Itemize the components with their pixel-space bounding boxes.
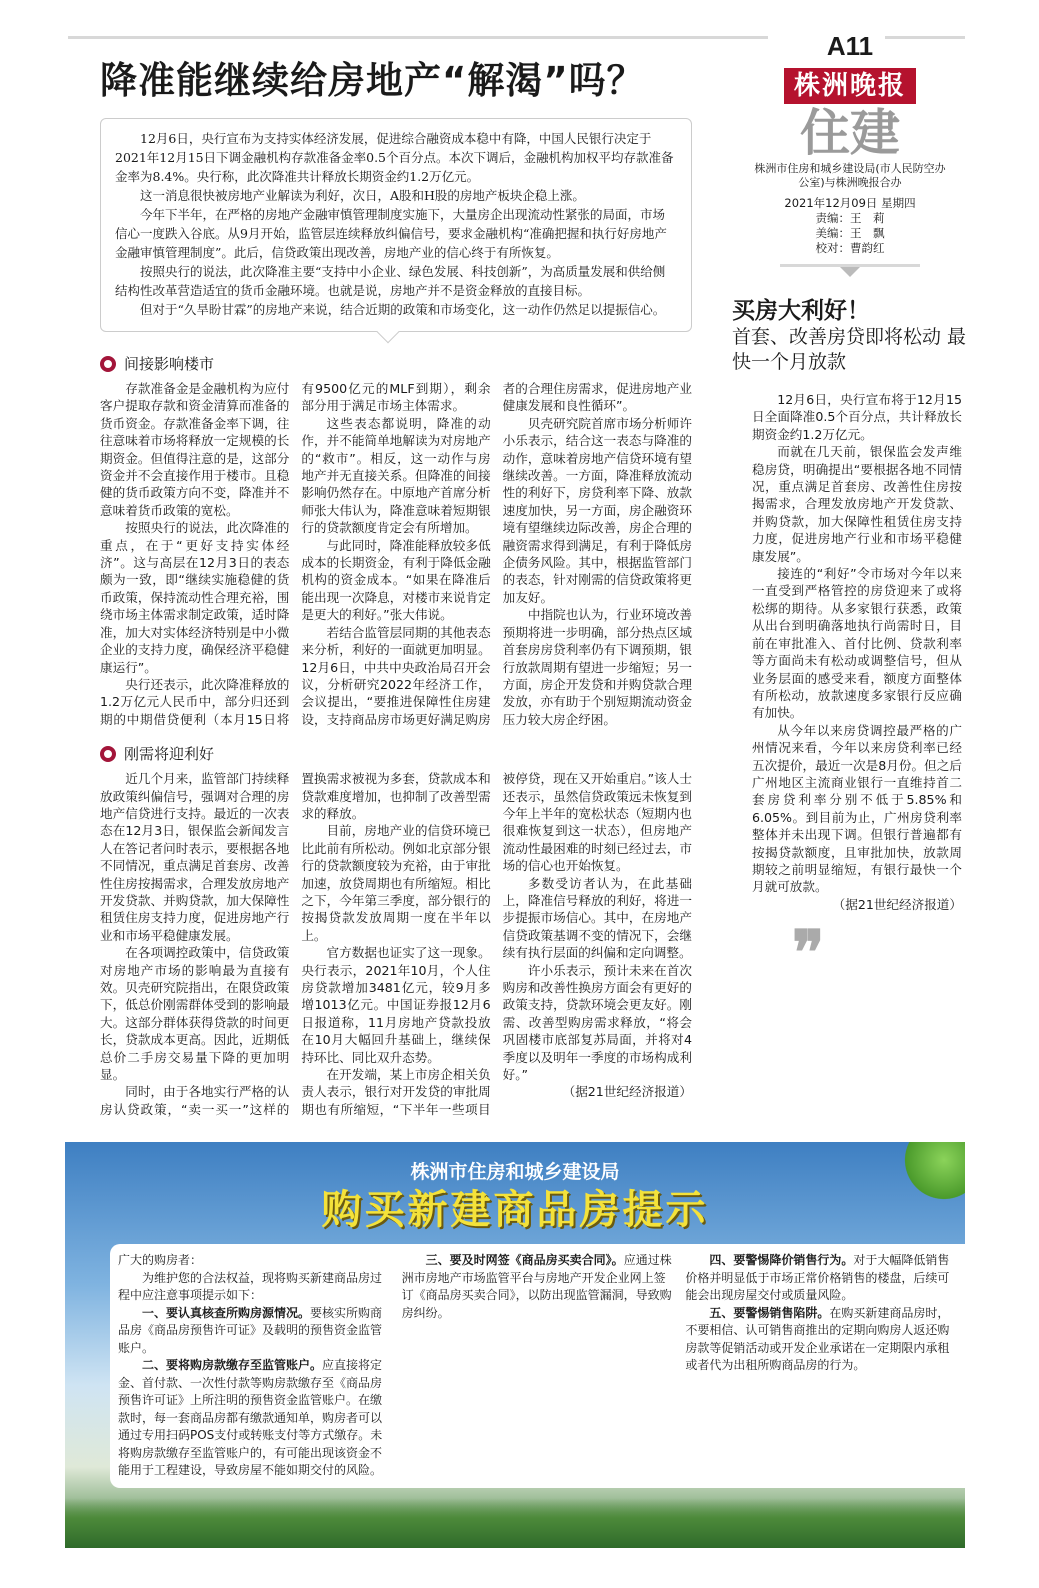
chevron-down-icon [840,267,860,277]
side-subtitle: 首套、改善房贷即将松动 最快一个月放款 [732,326,967,373]
headline: 降准能继续给房地产“解渴”吗？ [100,59,645,102]
item-body: 要核实所购商品房《商品房预售许可证》及载明的预售资金监管账户。 [118,1305,383,1355]
paragraph: 许小乐表示，预计未来在首次购房和改善性换房方面会有更好的政策支持，贷款环境会更友好。刚需、改善型购房需求释放，“将会巩固楼市底部复苏局面，并将对4季度以及明年一季度的市场构成利好。” [502,962,692,1083]
greeting: 广大的购房者： [118,1253,203,1268]
intro-paragraph: 12月6日，央行宣布为支持实体经济发展，促进综合融资成本稳中有降，中国人民银行决定于2021年12月15日下调金融机构存款准备金率0.5个百分点。本次下调后，金融机构加权平均存款准备金率为8.4%。央行称，此次降准共计释放长期资金约1.2万亿元。 [115,131,674,184]
paragraph: 12月6日，央行宣布将于12月15日全面降准0.5个百分点，共计释放长期资金约1.2万亿元。 [752,392,962,442]
section-name: 住建 [800,103,900,162]
paragraph: 近几个月来，监管部门持续释放政策纠偏信号，强调对合理的房地产信贷进行支持。最近的一次表态在12月3日，银保监会新闻发言人在答记者问时表示，要根据各地不同情况，重点满足首套房、改善性住房按揭需求，合理发放房地产开发贷款、并购贷款，加大保障性租赁住房支持力度，促进房地产行业和市场平稳健康发展。 [100,771,290,943]
proofreader: 校对：曹韵红 [815,241,885,255]
section-indirect-impact [100,354,692,728]
notice-item [685,1305,957,1375]
paragraph: 从今年以来房贷调控最严格的广州情况来看，今年以来房贷利率已经五次提价，最近一次是8月份。但之后广州地区主流商业银行一直维持首二套房贷利率分别不低于5.85%和6.05%。到目前为止，广州房贷利率整体并未出现下调。但银行普遍都有按揭贷款额度，且审批加快，放款周期较之前明显缩短，有银行最快一个月就可放款。 [752,722,962,895]
paragraph: 存款准备金是金融机构为应付客户提取存款和资金清算而准备的货币资金。存款准备金率下调，往往意味着市场将释放一定规模的长期资金。但值得注意的是，这部分资金并不会直接作用于楼市。且稳健的货币政策方向不变，降准并不意味着货币政策的宽松。 [100,381,290,518]
newspaper-logo: 株洲晚报 [784,68,916,104]
item-body: 对于大幅降低销售价格并明显低于市场正常价格销售的楼盘，后续可能会出现房屋交付或质量风险。 [685,1253,950,1303]
paragraph: 而就在几天前，银保监会发声维稳房贷，明确提出“要根据各地不同情况，重点满足首套房、改善性住房按揭需求，合理发放房地产开发贷款、并购贷款，加大保障性租赁住房支持力度，促进房地产行业和市场平稳健康发展”。 [752,444,962,564]
paragraph: 按照央行的说法，此次降准的重点，在于“更好支持实体经济”。这与高层在12月3日的表态颇为一致，即“继续实施稳健的货币政策，保持流动性合理充裕，围绕市场主体需求制定政策，适时降准，加大对实体经济特别是中小微企业的支持力度，确保经济平稳健康运行”。 [100,520,290,675]
paragraph: 官方数据也证实了这一现象。央行表示，2021年10月，个人住房贷款增加3481亿元，较9月多增1013亿元。中国证券报12月6日报道称，11月房地产贷款投放在10月大幅回升基础上，继续保持环比、同比双升态势。 [301,945,491,1065]
section-rigid-demand [100,744,692,1118]
item-head: 三、要及时网签《商品房买卖合同》。 [425,1253,624,1268]
item-body: 应通过株洲市房地产市场监管平台与房地产开发企业网上签订《商品房买卖合同》，以防出现监管漏洞，导致购房纠纷。 [401,1253,672,1320]
paragraph: 央行还表示，此次降准释放的1.2万亿元人民币中，部分归还到期的中期借贷便利（本月15日将有9500亿元的MLF到期），剩余部分用于满足市场主体需求。 [100,381,491,727]
notice-box [110,1244,965,1488]
banner-org: 株洲市住房和城乡建设局 [410,1161,620,1184]
notice-banner [65,1142,965,1548]
page-number: A11 [826,31,874,61]
intro-paragraph: 今年下半年，在严格的房地产金融审慎管理制度实施下，大量房企出现流动性紧张的局面，市场信心一度跌入谷底。从9月开始，监管层连续释放纠偏信号，要求金融机构“准确把握和执行好房地产金融审慎管理制度”。此后，信贷政策出现改善，房地产业的信心终于有所恢复。 [115,207,667,260]
paragraph: 这些表态都说明，降准的动作，并不能简单地解读为对房地产的“救市”。相反，这一动作与房地产并无直接关系。但降准的间接影响仍然存在。中原地产首席分析师张大伟认为，降准意味着短期银行的贷款额度肯定会有所增加。 [301,415,491,536]
circle-bullet-icon [100,746,116,762]
section-heading: 刚需将迎利好 [124,745,215,764]
item-head: 四、要警惕降价销售行为。 [709,1253,854,1268]
paragraph: 中指院也认为，行业环境改善预期将进一步明确，部分热点区域首套房房贷利率仍有下调预期，银行放款周期有望进一步缩短；另一方面，房企开发贷和并购贷款合理发放，亦有助于个别短期流动资金压力较大房企纾困。 [502,607,692,727]
paragraph: 多数受访者认为，在此基础上，降准信号释放的利好，将进一步提振市场信心。其中，在房地产信贷政策基调不变的情况下，会继续有执行层面的纠偏和定向调整。 [502,875,692,961]
notice-item [118,1305,390,1358]
paragraph: 接连的“利好”令市场对今年以来一直受到严格管控的房贷迎来了或将松绑的期待。从多家银行获悉，政策从出台到明确落地执行尚需时日，目前在审批准入、首付比例、贷款利率等方面尚未有松动或调整信号，但从业务层面的感受来看，额度方面整体有所松动，放款速度多家银行反应确有加快。 [752,566,962,721]
intro-box [100,118,692,332]
item-body: 在购买新建商品房时，不要相信、认可销售商推出的定期向购房人返还购房款等促销活动或开发企业承诺在一定期限内承租或者代为出租所购商品房的行为。 [685,1305,950,1373]
main-article [100,30,692,1118]
edition-info [732,196,968,256]
intro-paragraph: 但对于“久旱盼甘霖”的房地产来说，结合近期的政策和市场变化，这一动作仍然足以提振信心。 [140,302,666,317]
notice-item [402,1252,674,1322]
paragraph: 目前，房地产业的信贷环境已比此前有所松动。例如北京部分银行的贷款额度较为充裕，由于审批加速，放贷周期也有所缩短。相比之下，今年第三季度，部分银行的按揭贷款发放周期一度在半年以上。 [301,823,491,943]
intro-wrapper [100,118,692,332]
source-credit: （据21世纪经济报道） [832,896,962,912]
banner-title: 购买新建商品房提示 [321,1187,709,1234]
intro-paragraph: 这一消息很快被房地产业解读为利好，次日，A股和H股的房地产板块企稳上涨。 [140,188,585,203]
date: 2021年12月09日 星期四 [784,196,916,210]
trees-decoration [65,1498,965,1548]
editor: 责编：王 莉 [815,211,885,225]
quote-mark-icon: ❞ [792,918,825,989]
paragraph: 同时，由于各地实行严格的认房认贷政策，“卖一买一”这样的置换需求被视为多套，贷款成本和贷款难度增加，也抑制了改善型需求的释放。 [100,771,491,1117]
notice-item [118,1357,390,1480]
source-credit: （据21世纪经济报道） [562,1084,692,1100]
item-head: 五、要警惕销售陷阱。 [709,1305,830,1320]
right-column [732,30,968,1118]
notice-item [685,1252,957,1305]
side-title: 买房大利好！ [732,298,870,324]
item-head: 一、要认真核查所购房源情况。 [142,1305,311,1320]
paragraph: 贝壳研究院首席市场分析师许小乐表示，结合这一表态与降准的动作，意味着房地产信贷环境有望继续改善。一方面，降准释放流动性的利好下，房贷利率下降、放款速度加快，另一方面，房企融资环境有望继续边际改善，房企合理的融资需求得到满足，有利于降低房企债务风险。其中，根据监管部门的表态，针对刚需的信贷政策将更加友好。 [502,415,692,605]
paragraph: 在各项调控政策中，信贷政策对房地产市场的影响最为直接有效。贝壳研究院指出，在限贷政策下，低总价刚需群体受到的影响最大。这部分群体获得贷款的时间更长，贷款成本更高。因此，近期低总价二手房交易量下降的更加明显。 [100,945,290,1083]
paragraph: 若结合监管层同期的其他表态来分析，利好的一面就更加明显。12月6日，中共中央政治局召开会议，分析研究2022年经济工作，会议提出，“要推进保障性住房建设，支持商品房市场更好满足购房者的合理住房需求，促进房地产业健康发展和良性循环”。 [301,381,692,727]
paragraph: 在开发端，某上市房企相关负责人表示，银行对开发贷的审批周期也有所缩短，“下半年一些项目被停贷，现在又开始重启。”该人士还表示，虽然信贷政策远未恢复到今年上半年的宽松状态（短期内也很难恢复到这一状态），但房地产流动性最困难的时刻已经过去，市场的信心也开始恢复。 [301,771,692,1117]
sidebar-article [732,297,968,989]
section-heading: 间接影响楼市 [124,355,215,373]
circle-bullet-icon [100,356,116,372]
page-body [100,0,968,1118]
item-head: 二、要将购房款缴存至监管账户。 [142,1358,323,1373]
organizers: 株洲市住房和城乡建设局(市人民防空办公室)与株洲晚报合办 [754,162,946,189]
intro-paragraph: 按照央行的说法，此次降准主要“支持中小企业、绿色发展、科技创新”，为高质量发展和供给侧结构性改革营造适宜的货币金融环境。也就是说，房地产并不是资金释放的直接目标。 [115,264,666,298]
lead: 为维护您的合法权益，现将购买新建商品房过程中应注意事项提示如下： [118,1270,383,1303]
item-body: 应直接将定金、首付款、一次性付款等购房款缴存至《商品房预售许可证》上所注明的预售资金监管账户。在缴款时，每一套商品房都有缴款通知单，购房者可以通过专用扫码POS支付或转账支付等方式缴存。未将购房款缴存至监管账户的，有可能出现该资金不能用于工程建设，导致房屋不能如期交付的风险。 [118,1358,383,1478]
designer: 美编：王 飘 [815,226,885,240]
paragraph: 与此同时，降准能释放较多低成本的长期资金，有利于降低金融机构的资金成本。“如果在降准后能出现一次降息，对楼市来说肯定是更大的利好。”张大伟说。 [301,537,491,623]
